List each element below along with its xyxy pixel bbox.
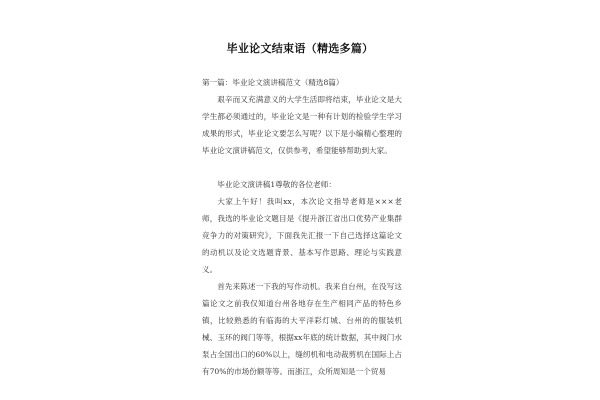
body-paragraph-1: 大家上午好！我叫xx，本次论文指导老师是×××老师，我选的毕业论文题目是《提升浙江省出口优势产业集群竞争力的对策研究》，下面我先汇报一下自己选择这篇论文的动机以及论文选题背景、基本写作思路、理论与实践意义。: [202, 197, 402, 274]
intro-paragraph: 艰辛而又充满意义的大学生活即将结束，毕业论文是大学生都必须通过的，毕业论文是一种有计划的检验学生学习成果的形式，毕业论文要怎么写呢？以下是小编精心整理的毕业论文演讲稿范文，仅供参考，希望能够帮助到大家。: [202, 95, 402, 155]
paragraph-spacer: [202, 159, 402, 176]
document-title: 毕业论文结束语（精选多篇）: [226, 42, 374, 55]
speech-heading: 毕业论文演讲稿1尊敬的各位老师：: [217, 180, 336, 189]
document-body: [202, 74, 402, 380]
body-paragraph-2: 首先来陈述一下我的写作动机。我来自台州，在没写这篇论文之前我仅知道台州各地存在生产相同产品的特色乡镇，比较熟悉的有临海的大平洋彩灯城、台州的的服装机械、玉环的阀门等等，根据xx年底的统计数据，其中阀门水泵占全国出口的60%以上，缝纫机和电动裁剪机在国际上占有70%的市场份额等等。而浙江，众所周知是一个贸易: [202, 282, 402, 376]
section-heading: 第一篇：毕业论文演讲稿范文（精选8篇）: [202, 78, 344, 87]
